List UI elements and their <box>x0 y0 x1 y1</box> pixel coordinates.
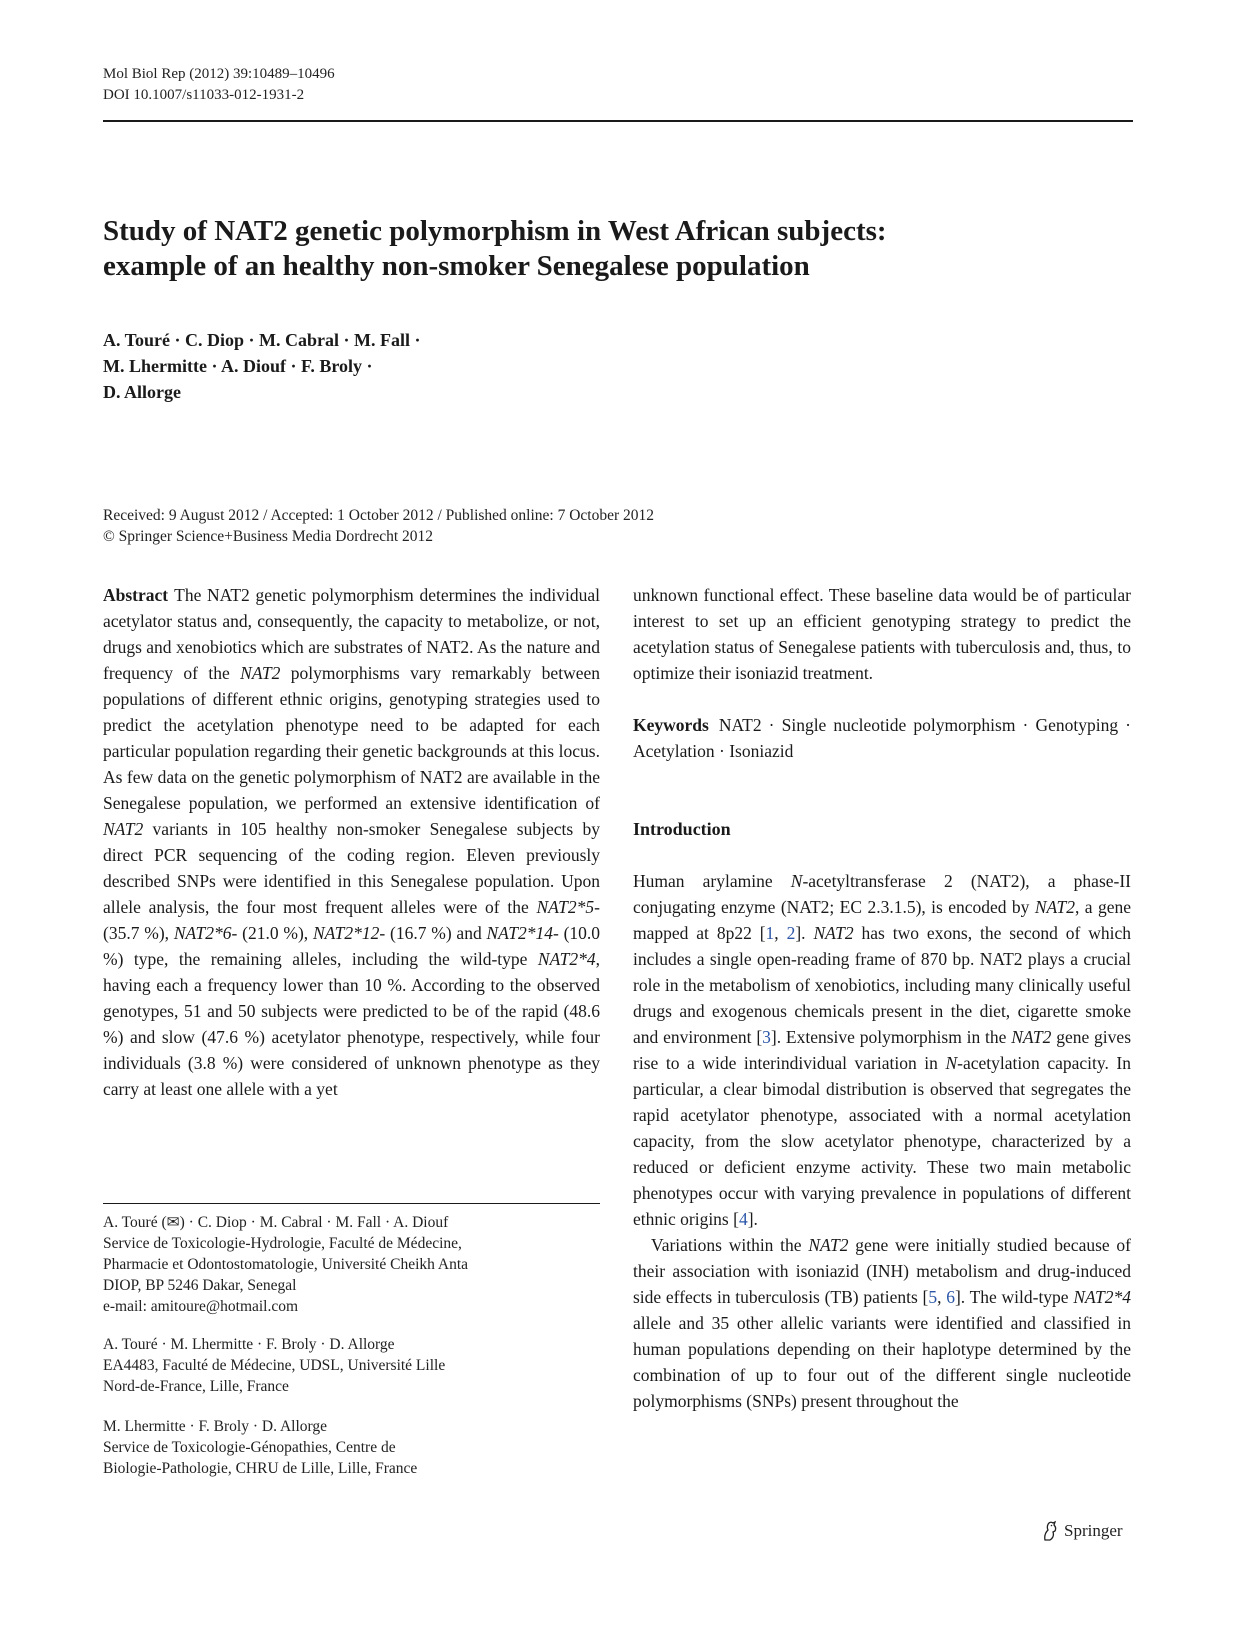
gene-name: NAT2 <box>240 663 281 683</box>
intro-paragraph-2 <box>633 1232 1131 1414</box>
gene-name: NAT2 <box>103 819 144 839</box>
allele-name: NAT2*14 <box>486 923 553 943</box>
intro-text: gene were initially studied because of their association with isoniazid (INH) metabolism and drug-induced side effects in tuberculosis (TB) patients [ <box>633 1235 1131 1307</box>
introduction-heading: Introduction <box>633 819 731 839</box>
journal-citation: Mol Biol Rep (2012) 39:10489–10496 <box>103 66 335 82</box>
footnote-rule <box>103 1203 600 1204</box>
citation-link[interactable]: 6 <box>946 1287 955 1307</box>
italic-term: N <box>945 1053 958 1073</box>
intro-text: has two exons, the second of which includes a single open-reading frame of 870 bp. NAT2 plays a crucial role in the metabolism of xenobiotics, including many clinically useful drugs and exogenous chemicals present in the diet, cigarette smoke and environment [ <box>633 923 1132 1047</box>
citation-link[interactable]: 4 <box>738 1209 748 1229</box>
allele-name: NAT2*12 <box>312 923 380 943</box>
springer-horse-icon <box>1041 1520 1059 1542</box>
affiliation-line: DIOP, BP 5246 Dakar, Senegal <box>103 1277 297 1294</box>
abstract-text: - (16.7 %) and <box>379 923 487 943</box>
intro-paragraph-1 <box>633 868 1131 1232</box>
affiliation-line: Biologie-Pathologie, CHRU de Lille, Lille, France <box>103 1460 418 1477</box>
affiliation-line: M. Lhermitte · F. Broly · D. Allorge <box>103 1418 328 1435</box>
affiliation-line: Nord-de-France, Lille, France <box>103 1378 289 1395</box>
article-title <box>103 214 1143 284</box>
publisher-logo <box>1041 1520 1123 1542</box>
author-list <box>103 327 421 405</box>
abstract-continuation: unknown functional effect. These baseline data would be of particular interest to set up an efficient genotyping strategy to predict the acetylation status of Senegalese patients with tuberculosis and, thus, to optimize their isoniazid treatment. <box>633 585 1131 683</box>
affiliation-line: Pharmacie et Odontostomatologie, Université Cheikh Anta <box>103 1256 469 1273</box>
abstract-text: - (21.0 %), <box>231 923 313 943</box>
intro-text: , a gene mapped at 8p22 [ <box>633 897 1131 943</box>
abstract-text: , having each a frequency lower than 10 %. According to the observed genotypes, 51 and 50 subjects were predicted to be of the rapid (48.6 %) and slow (47.6 %) acetylator phenotype, respectively, while four individuals (3.8 %) were considered of unknown phenotype as they carry at least one allele with a yet <box>103 949 600 1099</box>
header-rule <box>103 120 1133 122</box>
authors-line-3: D. Allorge <box>103 382 181 402</box>
intro-text: -acetylation capacity. In particular, a clear bimodal distribution is observed that segregates the rapid acetylator phenotype, associated with a normal acetylation capacity, from the slow acetylator phenotype, characterized by a reduced or deficient enzyme activity. These two main metabolic phenotypes occur with varying prevalence in populations of different ethnic origins [ <box>633 1053 1131 1229</box>
affiliation-line: Service de Toxicologie-Hydrologie, Faculté de Médecine, <box>103 1235 462 1252</box>
abstract-column <box>103 582 600 1102</box>
right-column <box>633 582 1131 1414</box>
affiliation-2 <box>103 1334 603 1397</box>
intro-text: Variations within the <box>651 1235 809 1255</box>
intro-text: ]. The wild-type <box>954 1287 1074 1307</box>
allele-name: NAT2*6 <box>173 923 232 943</box>
citation-link[interactable]: 1 <box>765 923 775 943</box>
keywords-label: Keywords <box>633 715 709 735</box>
gene-name: NAT2 <box>1034 897 1076 917</box>
abstract-text: The NAT2 genetic polymorphism determines the individual acetylator status and, consequently, the capacity to metabolize, or not, drugs and xenobiotics which are substrates of NAT2. As the nature and frequency of the <box>103 585 600 683</box>
abstract-paragraph <box>103 582 600 1102</box>
abstract-label: Abstract <box>103 585 169 605</box>
allele-name: NAT2*5 <box>536 897 595 917</box>
gene-name: NAT2 <box>808 1235 849 1255</box>
gene-name: NAT2 <box>813 923 854 943</box>
citation-link[interactable]: 5 <box>928 1287 938 1307</box>
allele-name: NAT2*4 <box>537 949 596 969</box>
italic-term: N <box>790 871 803 891</box>
article-dates <box>103 505 654 547</box>
keywords <box>633 712 1131 764</box>
citation-link[interactable]: 3 <box>762 1027 771 1047</box>
intro-text: Human arylamine <box>633 871 791 891</box>
abstract-text: - (10.0 %) type, the remaining alleles, including the wild-type <box>103 923 601 969</box>
affiliation-line: A. Touré (✉) · C. Diop · M. Cabral · M. Fall · A. Diouf <box>103 1214 449 1231</box>
affiliation-1 <box>103 1212 603 1317</box>
history-dates: Received: 9 August 2012 / Accepted: 1 October 2012 / Published online: 7 October 2012 <box>103 507 655 524</box>
intro-text: gene gives rise to a wide interindividual variation in <box>633 1027 1132 1073</box>
intro-text: , <box>774 923 787 943</box>
keywords-text: NAT2 · Single nucleotide polymorphism · Genotyping · Acetylation · Isoniazid <box>633 715 1131 761</box>
abstract-text: - (35.7 %), <box>103 897 600 943</box>
affiliation-line: Service de Toxicologie-Génopathies, Centre de <box>103 1439 396 1456</box>
journal-doi: DOI 10.1007/s11033-012-1931-2 <box>103 87 305 103</box>
allele-name: NAT2*4 <box>1073 1287 1132 1307</box>
intro-text: ]. Extensive polymorphism in the <box>770 1027 1012 1047</box>
abstract-text: variants in 105 healthy non-smoker Senegalese subjects by direct PCR sequencing of the coding region. Eleven previously described SNPs were identified in this Senegalese population. Upon allele analysis, the four most frequent alleles were of the <box>103 819 600 917</box>
affiliation-email[interactable]: e-mail: amitoure@hotmail.com <box>103 1298 299 1315</box>
intro-text: -acetyltransferase 2 (NAT2), a phase-II conjugating enzyme (NAT2; EC 2.3.1.5), is encoded by <box>633 871 1131 917</box>
affiliation-line: A. Touré · M. Lhermitte · F. Broly · D. Allorge <box>103 1336 395 1353</box>
publisher-name: Springer <box>1064 1521 1123 1540</box>
journal-header <box>103 64 335 106</box>
citation-link[interactable]: 2 <box>786 923 796 943</box>
affiliation-3 <box>103 1416 603 1479</box>
affiliation-line: EA4483, Faculté de Médecine, UDSL, Université Lille <box>103 1357 446 1374</box>
intro-text: , <box>937 1287 947 1307</box>
abstract-text: polymorphisms vary remarkably between populations of different ethnic origins, genotyping strategies used to predict the acetylation phenotype need to be adapted for each particular population regarding their genetic backgrounds at this locus. As few data on the genetic polymorphism of NAT2 are available in the Senegalese population, we performed an extensive identification of <box>103 663 600 813</box>
intro-text: allele and 35 other allelic variants were identified and classified in human populations depending on their haplotype determined by the combination of up to four out of the different single nucleotide polymorphisms (SNPs) present throughout the <box>633 1313 1131 1411</box>
title-line-2: example of an healthy non-smoker Senegalese population <box>103 250 810 282</box>
intro-text: ]. <box>747 1209 758 1229</box>
intro-text: ]. <box>795 923 814 943</box>
authors-line-1: A. Touré · C. Diop · M. Cabral · M. Fall · <box>103 330 421 350</box>
gene-name: NAT2 <box>1011 1027 1052 1047</box>
copyright: © Springer Science+Business Media Dordrecht 2012 <box>103 528 434 545</box>
authors-line-2: M. Lhermitte · A. Diouf · F. Broly · <box>103 356 373 376</box>
title-line-1: Study of NAT2 genetic polymorphism in West African subjects: <box>103 215 887 247</box>
